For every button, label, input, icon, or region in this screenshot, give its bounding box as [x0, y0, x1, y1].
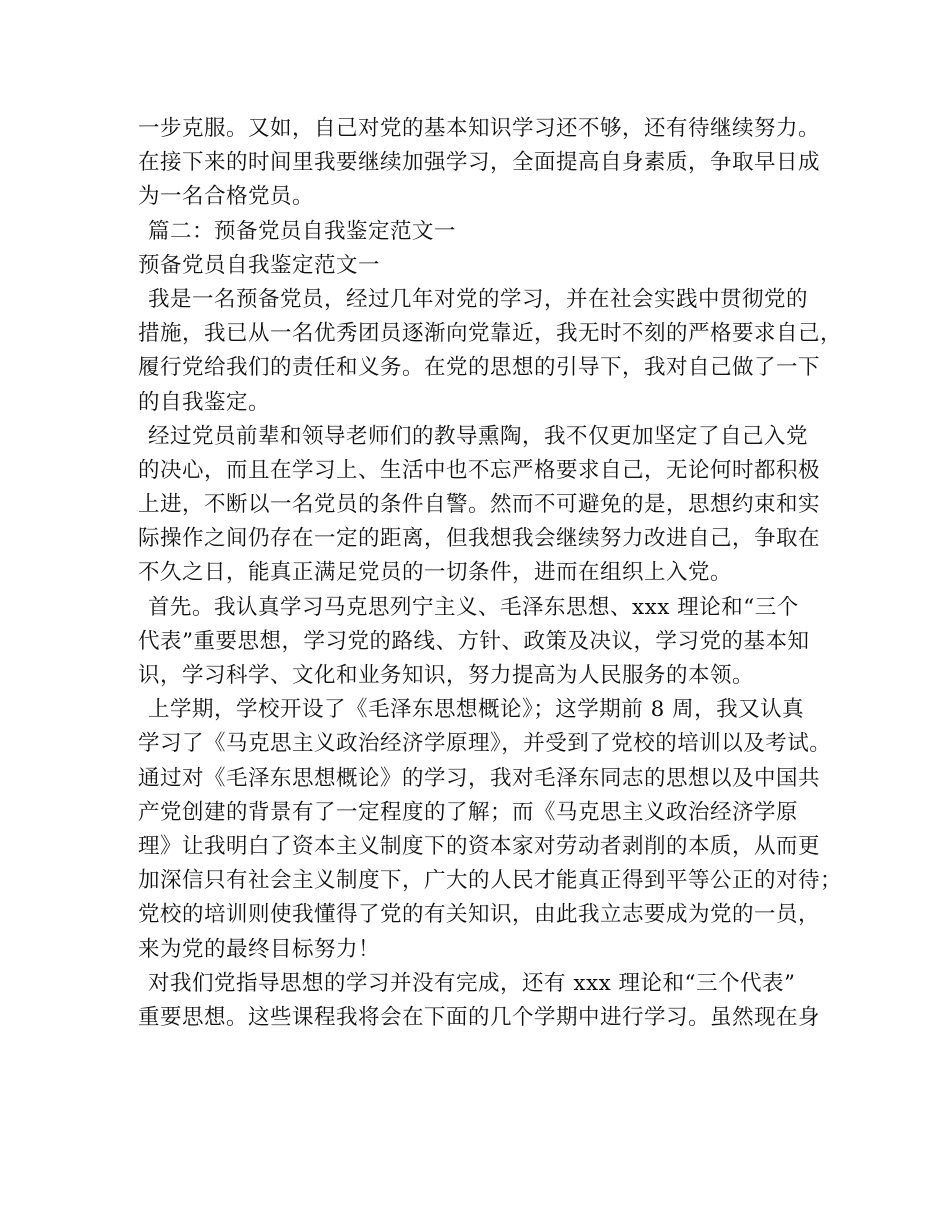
paragraph-start-line: 上学期，学校开设了《毛泽东思想概论》；这学期前 8 周，我又认真: [148, 697, 805, 723]
text-line: 上进，不断以一名党员的条件自警。然而不可避免的是，思想约束和实: [138, 492, 821, 518]
text-line: 一步克服。又如，自己对党的基本知识学习还不够，还有待继续努力。: [138, 116, 821, 141]
text-line: 的决心，而且在学习上、生活中也不忘严格要求自己，无论何时都积极: [138, 457, 821, 483]
paragraph-start-line: 我是一名预备党员，经过几年对党的学习，并在社会实践中贯彻党的: [148, 286, 809, 312]
paragraph-start-line: 首先。我认真学习马克思列宁主义、毛泽东思想、xxx 理论和“三个: [148, 594, 799, 620]
text-line: 识，学习科学、文化和业务知识，努力提高为人民服务的本领。: [138, 663, 755, 688]
paragraph-start-line: 经过党员前辈和领导老师们的教导熏陶，我不仅更加坚定了自己入党: [148, 423, 809, 449]
paragraph-start-line: 对我们党指导思想的学习并没有完成，还有 xxx 理论和“三个代表”: [148, 970, 796, 996]
text-line: 重要思想。这些课程我将会在下面的几个学期中进行学习。虽然现在身: [138, 1004, 821, 1030]
text-line: 为一名合格党员。: [138, 184, 315, 210]
text-line: 措施，我已从一名优秀团员逐渐向党靠近，我无时不刻的严格要求自己，: [138, 321, 843, 347]
article-title: 预备党员自我鉴定范文一: [138, 252, 381, 278]
text-line: 来为党的最终目标努力！: [138, 936, 381, 962]
text-line: 际操作之间仍存在一定的距离，但我想我会继续努力改进自己，争取在: [138, 526, 821, 552]
text-line: 的自我鉴定。: [138, 389, 271, 415]
text-line: 代表”重要思想，学习党的路线、方针、政策及决议，学习党的基本知: [138, 628, 810, 654]
text-line: 在接下来的时间里我要继续加强学习，全面提高自身素质，争取早日成: [138, 150, 821, 176]
text-line: 履行党给我们的责任和义务。在党的思想的引导下，我对自己做了一下: [138, 355, 821, 381]
text-line: 通过对《毛泽东思想概论》的学习，我对毛泽东同志的思想以及中国共: [138, 765, 821, 791]
text-line: 党校的培训则使我懂得了党的有关知识，由此我立志要成为党的一员，: [138, 902, 821, 928]
text-line: 产党创建的背景有了一定程度的了解；而《马克思主义政治经济学原: [138, 799, 799, 825]
document-body: [138, 112, 843, 1035]
text-line: 加深信只有社会主义制度下，广大的人民才能真正得到平等公正的对待；: [138, 868, 843, 894]
text-line: 不久之日，能真正满足党员的一切条件，进而在组织上入党。: [138, 560, 733, 586]
section-heading: 篇二：预备党员自我鉴定范文一: [148, 218, 457, 244]
text-line: 理》让我明白了资本主义制度下的资本家对劳动者剥削的本质，从而更: [138, 833, 821, 859]
text-line: 学习了《马克思主义政治经济学原理》，并受到了党校的培训以及考试。: [138, 731, 832, 757]
